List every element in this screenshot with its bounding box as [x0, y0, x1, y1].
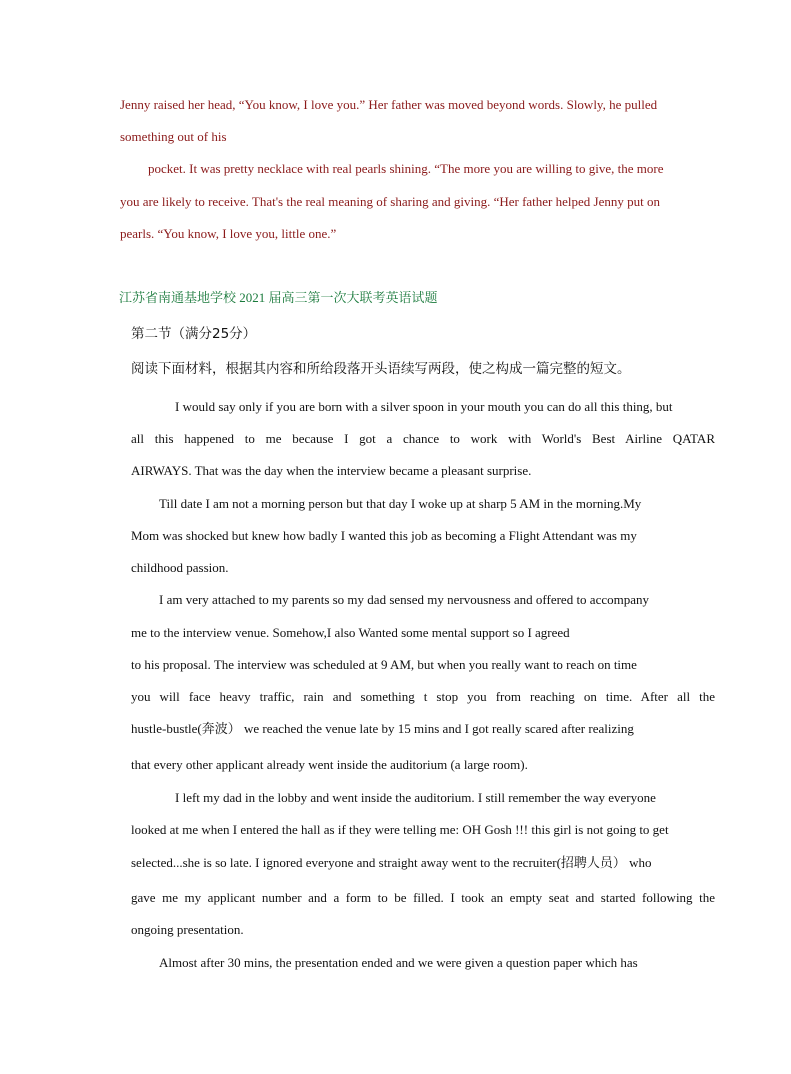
passage-line: selected...she is so late. I ignored everyone and straight away went to the recruiter(招聘人员） who: [131, 855, 652, 870]
section-heading: 第二节（满分25分）: [131, 326, 257, 342]
passage-line: gave me my applicant number and a form to be filled. I took an empty seat and started following the: [131, 890, 715, 905]
story-line: something out of his: [120, 129, 227, 144]
passage-line: ongoing presentation.: [131, 922, 244, 937]
story-line: you are likely to receive. That's the real meaning of sharing and giving. “Her father helped Jenny put on: [120, 194, 660, 209]
passage-line: Mom was shocked but knew how badly I wanted this job as becoming a Flight Attendant was my: [131, 528, 637, 543]
passage-line: you will face heavy traffic, rain and something t stop you from reaching on time. After all the: [131, 689, 715, 704]
passage-line: I left my dad in the lobby and went inside the auditorium. I still remember the way everyone: [175, 790, 656, 805]
passage-line: childhood passion.: [131, 560, 229, 575]
instruction: 阅读下面材料，根据其内容和所给段落开头语续写两段，使之构成一篇完整的短文。: [131, 361, 631, 377]
passage-line: I would say only if you are born with a silver spoon in your mouth you can do all this thing, but: [175, 399, 673, 414]
passage-line: that every other applicant already went inside the auditorium (a large room).: [131, 757, 528, 772]
passage-line: hustle-bustle(奔波） we reached the venue late by 15 mins and I got really scared after realizing: [131, 721, 634, 736]
passage-line: I am very attached to my parents so my dad sensed my nervousness and offered to accompany: [159, 592, 650, 607]
story-line: pearls. “You know, I love you, little one.”: [120, 226, 337, 241]
exam-title: 江苏省南通基地学校 2021 届高三第一次大联考英语试题: [119, 290, 438, 305]
story-line: pocket. It was pretty necklace with real pearls shining. “The more you are willing to give, the more: [148, 161, 664, 176]
story-line: Jenny raised her head, “You know, I love you.” Her father was moved beyond words. Slowly, he pulled: [120, 97, 658, 112]
passage-line: to his proposal. The interview was scheduled at 9 AM, but when you really want to reach on time: [131, 657, 637, 672]
passage-line: AIRWAYS. That was the day when the interview became a pleasant surprise.: [131, 463, 532, 478]
passage-line: all this happened to me because I got a chance to work with World's Best Airline QATAR: [131, 431, 715, 446]
passage-line: Almost after 30 mins, the presentation ended and we were given a question paper which has: [159, 955, 638, 970]
passage-line: Till date I am not a morning person but that day I woke up at sharp 5 AM in the morning.My: [159, 496, 642, 511]
passage-line: looked at me when I entered the hall as if they were telling me: OH Gosh !!! this girl is not going to get: [131, 822, 669, 837]
passage-line: me to the interview venue. Somehow,I also Wanted some mental support so I agreed: [131, 625, 570, 640]
